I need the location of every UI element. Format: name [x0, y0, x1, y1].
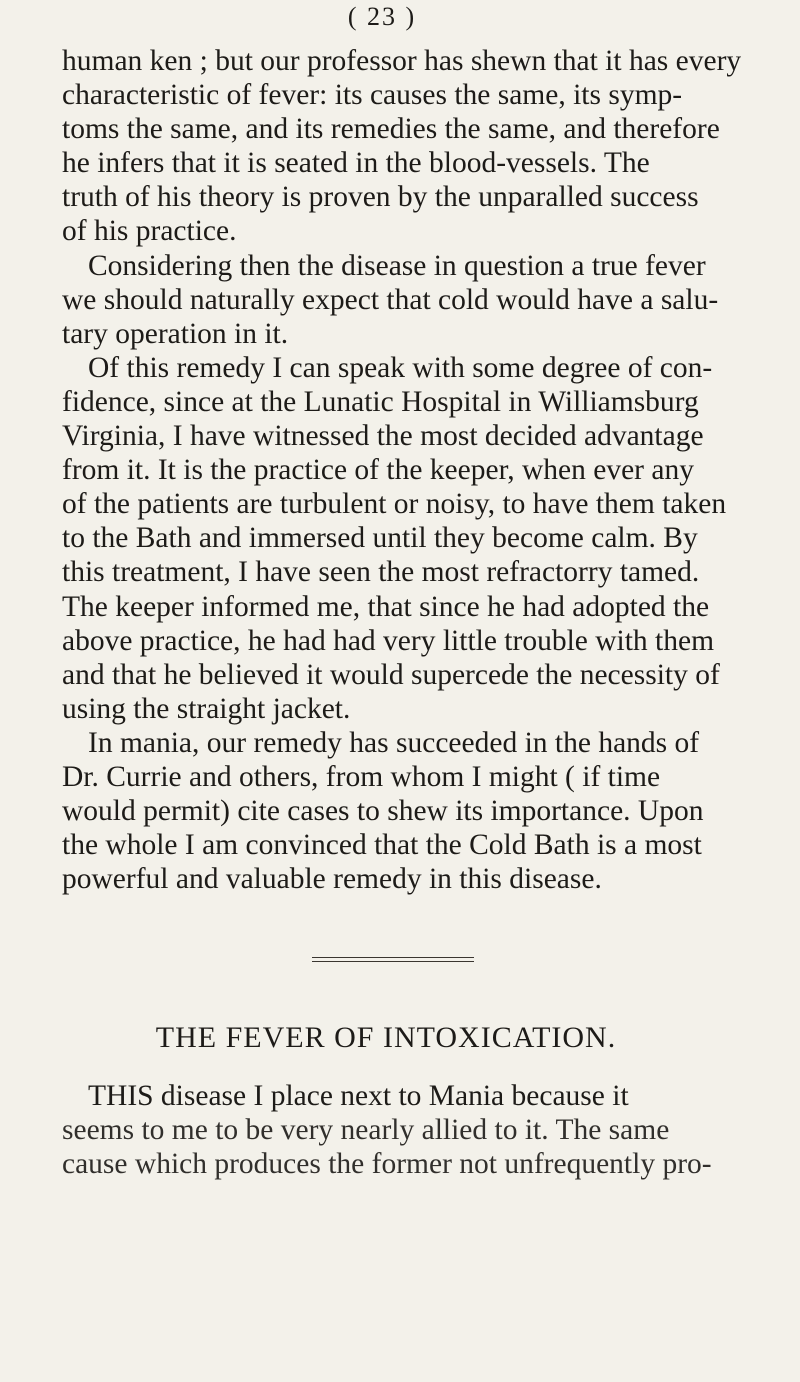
paragraph — [62, 726, 758, 896]
body-text — [62, 44, 758, 896]
text-line: from it. It is the practice of the keeper, when ever any — [62, 454, 694, 487]
text-line: to the Bath and immersed until they become calm. By — [62, 522, 698, 555]
text-line: seems to me to be very nearly allied to it. The same — [62, 1114, 670, 1147]
text-line: powerful and valuable remedy in this disease. — [62, 863, 602, 896]
paragraph — [62, 249, 758, 351]
text-line: toms the same, and its remedies the same, and therefore — [62, 113, 720, 146]
divider-rule — [312, 957, 474, 958]
text-line: and that he believed it would supercede the necessity of — [62, 658, 720, 691]
text-line: human ken ; but our professor has shewn that it has every — [62, 45, 742, 77]
text-line: The keeper informed me, that since he had adopted the — [62, 590, 710, 623]
text-line: of his practice. — [62, 215, 237, 248]
text-line: THIS disease I place next to Mania because it — [88, 1080, 629, 1112]
text-line: characteristic of fever: its causes the same, its symp- — [62, 79, 683, 112]
paragraph — [62, 44, 758, 249]
text-line: fidence, since at the Lunatic Hospital in Williamsburg — [62, 385, 699, 418]
text-line: of the patients are turbulent or noisy, to have them taken — [62, 488, 727, 521]
divider-rule — [312, 961, 474, 962]
text-line: tary operation in it. — [62, 317, 289, 350]
text-line: this treatment, I have seen the most refractorry tamed. — [62, 556, 700, 589]
text-line: the whole I am convinced that the Cold Bath is a most — [62, 829, 702, 862]
section-body-text — [62, 1079, 758, 1181]
text-line: above practice, he had had very little trouble with them — [62, 624, 715, 657]
section-heading: THE FEVER OF INTOXICATION. — [155, 1021, 617, 1054]
text-line: Dr. Currie and others, from whom I might ( if time — [62, 760, 661, 793]
paragraph — [62, 351, 758, 726]
text-line: he infers that it is seated in the blood-vessels. The — [62, 147, 650, 180]
text-line: Of this remedy I can speak with some degree of con- — [88, 351, 713, 384]
paragraph — [62, 1079, 758, 1181]
text-line: Considering then the disease in question a true fever — [88, 249, 706, 282]
text-line: using the straight jacket. — [62, 692, 351, 725]
text-line: In mania, our remedy has succeeded in the hands of — [88, 726, 700, 759]
text-line: we should naturally expect that cold would have a salu- — [62, 283, 719, 316]
text-line: truth of his theory is proven by the unparalled success — [62, 181, 699, 214]
text-line: would permit) cite cases to shew its importance. Upon — [62, 795, 704, 828]
text-line: cause which produces the former not unfrequently pro- — [62, 1148, 712, 1181]
page-number: ( 23 ) — [347, 2, 417, 31]
text-line: Virginia, I have witnessed the most decided advantage — [62, 420, 704, 453]
